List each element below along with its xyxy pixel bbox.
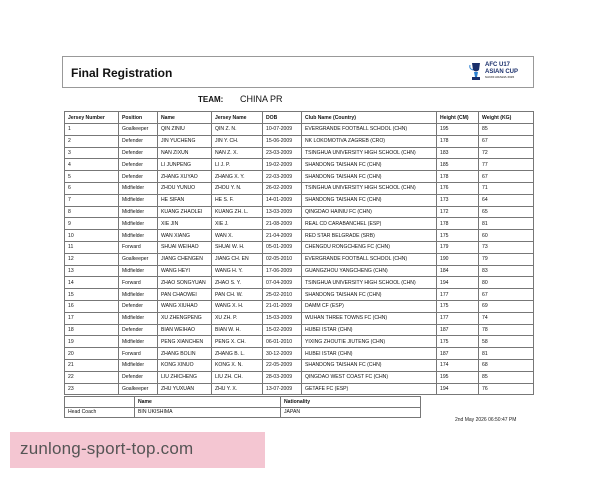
table-cell: 2 [65, 135, 119, 147]
table-cell: 67 [479, 171, 534, 183]
table-cell: Midfielder [119, 206, 158, 218]
table-cell: PENG X. CH. [212, 336, 263, 348]
table-cell: 12 [65, 253, 119, 265]
table-cell: EVERGRANDE FOOTBALL SCHOOL (CHN) [302, 253, 437, 265]
table-cell: 187 [437, 324, 479, 336]
table-cell: Defender [119, 159, 158, 171]
table-cell: ZHANG X. Y. [212, 171, 263, 183]
table-cell: QIN ZINIU [158, 124, 212, 136]
table-cell: Defender [119, 147, 158, 159]
table-cell: HUBEI ISTAR (CHN) [302, 324, 437, 336]
table-cell: Forward [119, 348, 158, 360]
table-row [65, 383, 534, 395]
table-cell: Midfielder [119, 218, 158, 230]
column-header: Weight (KG) [479, 112, 534, 124]
table-cell: JIANG CH. EN [212, 253, 263, 265]
table-cell: SHANDONG TAISHAN FC (CHN) [302, 359, 437, 371]
table-cell: XU ZH. P. [212, 312, 263, 324]
table-cell: ZHAO SONGYUAN [158, 277, 212, 289]
table-cell: SHUAI WEIHAO [158, 241, 212, 253]
table-cell: GUANGZHOU YANGCHENG (CHN) [302, 265, 437, 277]
table-cell: 69 [479, 300, 534, 312]
table-cell: 28-03-2009 [263, 371, 302, 383]
staff-table [64, 396, 421, 418]
table-cell: 65 [479, 206, 534, 218]
table-cell: SHANDONG TAISHAN FC (CHN) [302, 289, 437, 301]
table-cell: 21 [65, 359, 119, 371]
table-cell: 8 [65, 206, 119, 218]
table-cell: LIU ZH. CH. [212, 371, 263, 383]
table-cell: RED STAR BELGRADE (SRB) [302, 230, 437, 242]
table-row [65, 218, 534, 230]
table-cell: 187 [437, 348, 479, 360]
table-cell: YIXING ZHOUTIE JIUTENG (CHN) [302, 336, 437, 348]
table-cell: Goalkeeper [119, 253, 158, 265]
table-cell: Midfielder [119, 289, 158, 301]
table-cell: QIN Z. N. [212, 124, 263, 136]
table-cell: 195 [437, 371, 479, 383]
table-cell: PENG XIANCHEN [158, 336, 212, 348]
table-cell: 11 [65, 241, 119, 253]
table-cell: BIN UKISHIMA [135, 407, 281, 418]
table-row [65, 124, 534, 136]
table-cell: 80 [479, 277, 534, 289]
table-cell: 05-01-2009 [263, 241, 302, 253]
table-cell: XIE J. [212, 218, 263, 230]
table-cell: BIAN WEIHAO [158, 324, 212, 336]
table-cell: 10 [65, 230, 119, 242]
table-cell: Head Coach [65, 407, 135, 418]
table-row [65, 324, 534, 336]
table-cell: 77 [479, 159, 534, 171]
table-cell: 60 [479, 230, 534, 242]
table-cell: 4 [65, 159, 119, 171]
table-cell: 15-02-2009 [263, 324, 302, 336]
table-cell: 194 [437, 277, 479, 289]
table-cell: 184 [437, 265, 479, 277]
table-row [65, 336, 534, 348]
table-cell: 67 [479, 135, 534, 147]
table-cell: 23-03-2009 [263, 147, 302, 159]
table-cell: 14 [65, 277, 119, 289]
table-cell: 173 [437, 194, 479, 206]
table-cell: 21-08-2009 [263, 218, 302, 230]
team-label: TEAM: [198, 95, 224, 104]
table-cell: 15-06-2009 [263, 135, 302, 147]
column-header: Jersey Number [65, 112, 119, 124]
table-cell: XIE JIN [158, 218, 212, 230]
table-cell: 178 [437, 171, 479, 183]
table-cell: 172 [437, 206, 479, 218]
table-cell: REAL CD CARABANCHEL (ESP) [302, 218, 437, 230]
table-row [65, 312, 534, 324]
table-cell: WAN XIANG [158, 230, 212, 242]
table-cell: Midfielder [119, 182, 158, 194]
logo-text: AFC U17 ASIAN CUP SAUDI ARABIA 2026 [485, 62, 519, 79]
table-cell: 64 [479, 194, 534, 206]
table-cell: GETAFE FC (ESP) [302, 383, 437, 395]
table-cell: ZHAO S. Y. [212, 277, 263, 289]
table-cell: 21-04-2009 [263, 230, 302, 242]
tournament-logo [469, 60, 527, 86]
table-cell: 81 [479, 218, 534, 230]
table-row [65, 253, 534, 265]
table-cell: 10-07-2009 [263, 124, 302, 136]
table-cell: ZHOU YUNUO [158, 182, 212, 194]
table-cell: JIANG CHENGEN [158, 253, 212, 265]
column-header: Name [135, 397, 281, 408]
table-cell: 177 [437, 312, 479, 324]
table-cell: 177 [437, 289, 479, 301]
table-cell: TSINGHUA UNIVERSITY HIGH SCHOOL (CHN) [302, 182, 437, 194]
table-cell: Defender [119, 371, 158, 383]
table-cell: 190 [437, 253, 479, 265]
table-cell: 73 [479, 241, 534, 253]
document-title: Final Registration [71, 66, 173, 80]
table-cell: 9 [65, 218, 119, 230]
table-row [65, 241, 534, 253]
column-header: Name [158, 112, 212, 124]
column-header: Club Name (Country) [302, 112, 437, 124]
table-cell: 17-06-2009 [263, 265, 302, 277]
table-cell: KUANG ZH. L. [212, 206, 263, 218]
table-cell: HUBEI ISTAR (CHN) [302, 348, 437, 360]
table-cell: WAN X. [212, 230, 263, 242]
table-cell: 185 [437, 159, 479, 171]
column-header: Jersey Name [212, 112, 263, 124]
column-header [65, 397, 135, 408]
table-cell: QINGDAO WEST COAST FC (CHN) [302, 371, 437, 383]
table-cell: 67 [479, 289, 534, 301]
table-cell: NK LOKOMOTIVA ZAGREB (CRO) [302, 135, 437, 147]
column-header: Nationality [281, 397, 421, 408]
table-cell: WANG X. H. [212, 300, 263, 312]
table-cell: SHUAI W. H. [212, 241, 263, 253]
table-cell: SHANDONG TAISHAN FC (CHN) [302, 171, 437, 183]
table-cell: PAN CH. W. [212, 289, 263, 301]
player-registration-table [64, 111, 534, 395]
table-cell: ZHANG BOLIN [158, 348, 212, 360]
table-row [65, 265, 534, 277]
table-row [65, 348, 534, 360]
table-cell: KUANG ZHAOLEI [158, 206, 212, 218]
table-cell: Midfielder [119, 359, 158, 371]
table-cell: Goalkeeper [119, 124, 158, 136]
table-cell: 175 [437, 336, 479, 348]
table-cell: 6 [65, 182, 119, 194]
table-cell: SHANDONG TAISHAN FC (CHN) [302, 159, 437, 171]
table-cell: 194 [437, 383, 479, 395]
table-cell: Midfielder [119, 312, 158, 324]
watermark-banner [10, 432, 265, 468]
table-cell: Forward [119, 241, 158, 253]
table-cell: 174 [437, 359, 479, 371]
table-row [65, 277, 534, 289]
table-cell: 15 [65, 289, 119, 301]
table-row [65, 159, 534, 171]
table-cell: Forward [119, 277, 158, 289]
table-cell: ZHU Y. X. [212, 383, 263, 395]
table-row [65, 230, 534, 242]
registration-sheet [62, 56, 534, 436]
table-cell: WANG HEYI [158, 265, 212, 277]
staff-row [65, 407, 421, 418]
table-cell: 16 [65, 300, 119, 312]
table-cell: KONG X. N. [212, 359, 263, 371]
table-cell: 19 [65, 336, 119, 348]
document-header [62, 56, 534, 88]
trophy-logo-icon [469, 61, 483, 83]
table-cell: LIU ZHICHENG [158, 371, 212, 383]
table-cell: LI J. P. [212, 159, 263, 171]
table-row [65, 359, 534, 371]
staff-header-row [65, 397, 421, 408]
table-cell: 22 [65, 371, 119, 383]
table-cell: 178 [437, 135, 479, 147]
table-cell: 72 [479, 147, 534, 159]
table-row [65, 147, 534, 159]
staff-body [65, 407, 421, 418]
table-cell: NAN ZIXUN [158, 147, 212, 159]
table-cell: 195 [437, 124, 479, 136]
table-cell: ZHANG XUYAO [158, 171, 212, 183]
table-cell: LI JUNPENG [158, 159, 212, 171]
table-cell: Defender [119, 171, 158, 183]
team-name: CHINA PR [240, 94, 283, 104]
table-cell: 25-02-2010 [263, 289, 302, 301]
table-cell: 22-03-2009 [263, 171, 302, 183]
table-cell: 5 [65, 171, 119, 183]
table-row [65, 289, 534, 301]
table-cell: ZHOU Y. N. [212, 182, 263, 194]
table-cell: 22-05-2009 [263, 359, 302, 371]
table-cell: 1 [65, 124, 119, 136]
table-cell: EVERGRANDE FOOTBALL SCHOOL (CHN) [302, 124, 437, 136]
table-cell: 18 [65, 324, 119, 336]
table-cell: 26-02-2009 [263, 182, 302, 194]
table-header-row [65, 112, 534, 124]
table-cell: 3 [65, 147, 119, 159]
table-cell: PAN CHAOWEI [158, 289, 212, 301]
table-cell: KONG XINUO [158, 359, 212, 371]
table-cell: 13-07-2009 [263, 383, 302, 395]
table-cell: WANG H. Y. [212, 265, 263, 277]
table-cell: Defender [119, 300, 158, 312]
table-cell: 19-02-2009 [263, 159, 302, 171]
table-cell: Midfielder [119, 230, 158, 242]
print-timestamp: 2nd May 2026 06:50:47 PM [455, 417, 517, 423]
table-cell: 178 [437, 218, 479, 230]
table-cell: 78 [479, 324, 534, 336]
table-cell: QINGDAO HAINIU FC (CHN) [302, 206, 437, 218]
table-row [65, 171, 534, 183]
table-cell: 76 [479, 383, 534, 395]
table-cell: 175 [437, 300, 479, 312]
table-row [65, 371, 534, 383]
table-cell: 71 [479, 182, 534, 194]
table-cell: NAN Z. X. [212, 147, 263, 159]
table-cell: 06-01-2010 [263, 336, 302, 348]
table-cell: BIAN W. H. [212, 324, 263, 336]
table-cell: 85 [479, 124, 534, 136]
table-cell: TSINGHUA UNIVERSITY HIGH SCHOOL (CHN) [302, 147, 437, 159]
table-cell: HE S. F. [212, 194, 263, 206]
table-row [65, 182, 534, 194]
table-cell: 176 [437, 182, 479, 194]
table-cell: 68 [479, 359, 534, 371]
table-cell: 07-04-2009 [263, 277, 302, 289]
table-row [65, 206, 534, 218]
table-cell: Goalkeeper [119, 383, 158, 395]
team-line [62, 94, 534, 106]
column-header: DOB [263, 112, 302, 124]
table-cell: WANG XIUHAO [158, 300, 212, 312]
table-cell: 23 [65, 383, 119, 395]
table-cell: 81 [479, 348, 534, 360]
table-cell: 58 [479, 336, 534, 348]
table-body [65, 124, 534, 395]
table-cell: 179 [437, 241, 479, 253]
table-cell: HE SIFAN [158, 194, 212, 206]
table-cell: Midfielder [119, 194, 158, 206]
table-cell: TSINGHUA UNIVERSITY HIGH SCHOOL (CHN) [302, 277, 437, 289]
table-cell: 83 [479, 265, 534, 277]
table-cell: Defender [119, 324, 158, 336]
table-row [65, 194, 534, 206]
table-cell: 74 [479, 312, 534, 324]
table-cell: 14-01-2009 [263, 194, 302, 206]
table-cell: 13 [65, 265, 119, 277]
table-cell: Defender [119, 135, 158, 147]
table-cell: 85 [479, 371, 534, 383]
table-cell: Midfielder [119, 265, 158, 277]
table-cell: 79 [479, 253, 534, 265]
table-cell: 13-03-2009 [263, 206, 302, 218]
table-cell: 17 [65, 312, 119, 324]
banner-text: zunlong-sport-top.com [20, 439, 194, 458]
table-cell: 15-03-2009 [263, 312, 302, 324]
table-cell: 175 [437, 230, 479, 242]
table-cell: Midfielder [119, 336, 158, 348]
table-cell: 183 [437, 147, 479, 159]
table-cell: JAPAN [281, 407, 421, 418]
table-cell: 02-05-2010 [263, 253, 302, 265]
column-header: Position [119, 112, 158, 124]
table-cell: ZHU YUXUAN [158, 383, 212, 395]
table-cell: 20 [65, 348, 119, 360]
table-cell: SHANDONG TAISHAN FC (CHN) [302, 194, 437, 206]
table-cell: 21-01-2009 [263, 300, 302, 312]
table-cell: JIN Y. CH. [212, 135, 263, 147]
column-header: Height (CM) [437, 112, 479, 124]
table-cell: WUHAN THREE TOWNS FC (CHN) [302, 312, 437, 324]
table-cell: JIN YUCHENG [158, 135, 212, 147]
table-row [65, 300, 534, 312]
table-cell: XU ZHENGPENG [158, 312, 212, 324]
table-cell: CHENGDU RONGCHENG FC (CHN) [302, 241, 437, 253]
table-cell: 7 [65, 194, 119, 206]
table-row [65, 135, 534, 147]
table-cell: DAMM CF (ESP) [302, 300, 437, 312]
table-cell: 30-12-2009 [263, 348, 302, 360]
table-cell: ZHANG B. L. [212, 348, 263, 360]
